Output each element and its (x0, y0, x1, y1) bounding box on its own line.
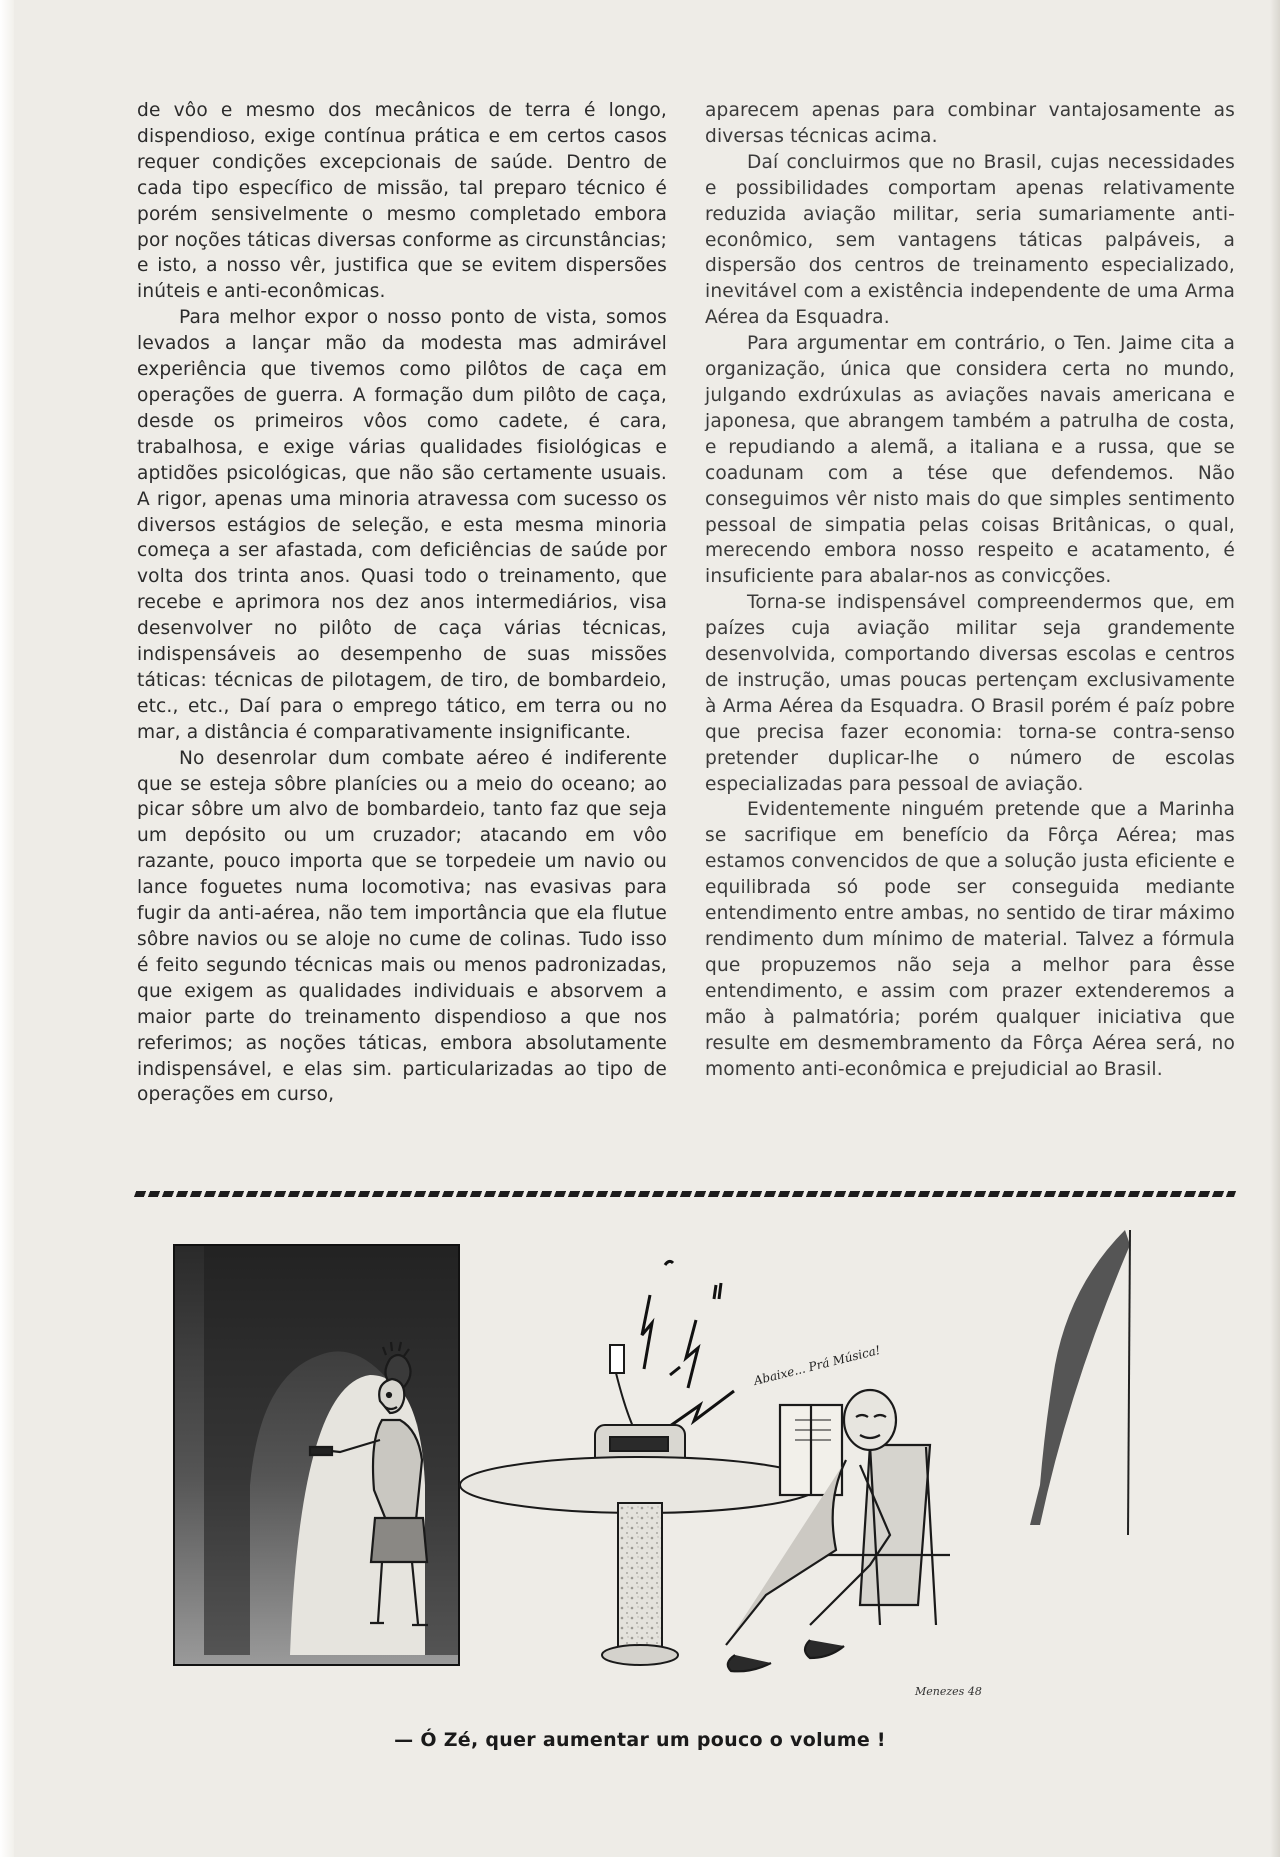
radio-table (460, 1425, 820, 1665)
article-paragraph: aparecem apenas para combinar vantajosamente as diversas técnicas acima. (705, 100, 1235, 147)
cartoon-caption: — Ó Zé, quer aumentar um pouco o volume ! (394, 1729, 886, 1751)
scan-edge-right (1270, 0, 1280, 1857)
article-paragraph: Evidentemente ninguém pretende que a Marinha se sacrifique em benefício da Fôrça Aérea; mas estamos convencidos de que a solução justa eficiente e equilibrada só pode ser conseguida mediante entendimento entre ambas, no sentido de tirar máximo rendimento dum mínimo de material. Talvez a fórmula que propuzemos não seja a melhor para êsse entendimento, e assim com prazer extenderemos a mão à palmatória; porém qualquer iniciativa que resulte em desmembramento da Fôrça Aérea será, no momento anti-econômica e prejudicial ao Brasil. (705, 799, 1235, 1080)
article-paragraph: Daí concluirmos que no Brasil, cujas necessidades e possibilidades comportam apenas relativamente reduzida aviação militar, seria sumariamente anti-econômico, sem vantagens táticas palpáveis, a dispersão dos centros de treinamento especializado, inevitável com a existência independente de uma Arma Aérea da Esquadra. (705, 151, 1235, 329)
article-column-left (137, 98, 667, 1108)
article-paragraph: Para melhor expor o nosso ponto de vista, somos levados a lançar mão da modesta mas admirável experiência que tivemos como pilôtos de caça em operações de guerra. A formação dum pilôto de caça, desde os primeiros vôos como cadete, é cara, trabalhosa, e exige várias qualidades fisiológicas e aptidões psicológicas, que não são certamente usuais. A rigor, apenas uma minoria atravessa com sucesso os diversos estágios de seleção, e esta mesma minoria começa a ser afastada, com deficiências de saúde por volta dos trinta anos. Quasi todo o treinamento, que recebe e aprimora nos dez anos intermediários, visa desenvolver no pilôto de caça várias técnicas, indispensáveis ao desempenho de suas missões táticas: técnicas de pilotagem, de tiro, de bombardeio, etc., etc., Daí para o emprego tático, em terra ou no mar, a distância é comparativamente insignificante. (137, 307, 667, 743)
man-reading-figure (726, 1390, 950, 1671)
scan-edge-left (0, 0, 14, 1857)
dashed-rule-icon (134, 1191, 1236, 1197)
shout-text: Abaixe... Prá Música! (752, 1342, 882, 1388)
artist-signature: Menezes 48 (915, 1685, 982, 1698)
article-column-right (705, 98, 1235, 1082)
article-paragraph: Torna-se indispensável compreendermos que, em paízes cuja aviação militar seja grandemente desenvolvida, comportando diversas escolas e centros de instrução, umas poucas pertençam exclusivamente à Arma Aérea da Esquadra. O Brasil porém é paíz pobre que precisa fazer economia: torna-se contra-senso pretender duplicar-lhe o número de escolas especializadas para pessoal de aviação. (705, 592, 1235, 795)
door-edge-right (1030, 1230, 1130, 1535)
article-paragraph: No desenrolar dum combate aéreo é indiferente que se esteja sôbre planícies ou a meio do oceano; ao picar sôbre um alvo de bombardeio, tanto faz que seja um depósito ou um cruzador; atacando em vôo razante, pouco importa que se torpedeie um navio ou lance foguetes numa locomotiva; nas evasivas para fugir da anti-aérea, não tem importância que ela flutue sôbre navios ou se aloje no cume de colinas. Tudo isso é feito segundo técnicas mais ou menos padronizadas, que exigem as qualidades individuais e absorvem a maior parte do treinamento dispendioso a que nos referimos; as noções táticas, embora absolutamente indispensável, e elas sim. particularizadas ao tipo de operações em curso, (137, 747, 667, 1106)
article-paragraph: Para argumentar em contrário, o Ten. Jaime cita a organização, única que considera certa no mundo, julgando exdrúxulas as aviações navais americana e japonesa, que abrangem também a patrulha de costa, e repudiando a alemã, a italiana e a russa, que se coadunam com a tése que defendemos. Não conseguimos vêr nisto mais do que simples sentimento pessoal de simpatia pelas coisas Britânicas, o qual, merecendo embora nosso respeito e acatamento, é insuficiente para abalar-nos as convicções. (705, 333, 1235, 588)
article-paragraph: de vôo e mesmo dos mecânicos de terra é longo, dispendioso, exige contínua prática e em certos casos requer condições excepcionais de saúde. Dentro de cada tipo específico de missão, tal preparo técnico é porém sensivelmente o mesmo completado embora por noções táticas diversas conforme as circunstâncias; e isto, a nosso vêr, justifica que se evitem dispersões inúteis e anti-econômicas. (137, 100, 667, 303)
sound-waves-icon (642, 1261, 734, 1433)
cartoon-illustration-icon (170, 1225, 1180, 1725)
